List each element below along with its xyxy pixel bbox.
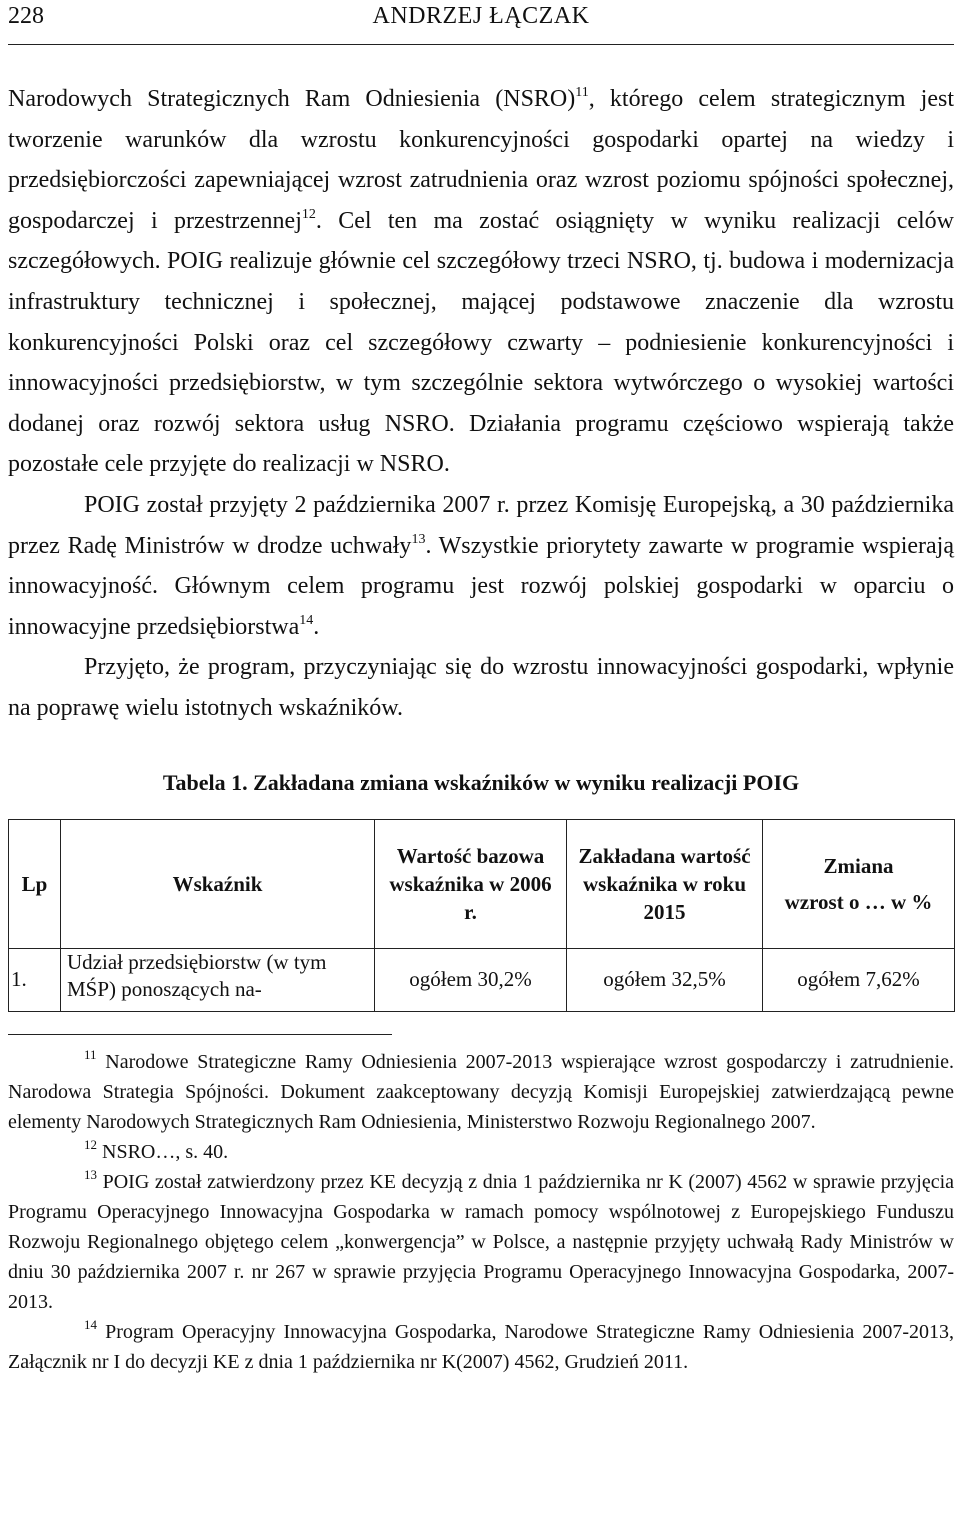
footnote-text: Narodowe Strategiczne Ramy Odniesienia 2007-2013 wspierające wzrost gospodarczy i zatrudnienie. Narodowa Strategia Spójności. Dokument zaakceptowany decyzją Komisji Europejskiej zatwierdzającą pewne elementy Narodowych Strategicznych Ram Odniesienia, Ministerstwo Rozwoju Regionalnego 2007. <box>8 1050 954 1133</box>
paragraph-2 <box>8 485 954 647</box>
footnote-number: 14 <box>84 1316 97 1332</box>
header-change-line2: wzrost o … w % <box>784 889 933 914</box>
table-caption: Tabela 1. Zakładana zmiana wskaźników w wyniku realizacji POIG <box>162 769 800 795</box>
body-text <box>8 79 954 729</box>
footnote-ref-11[interactable]: 11 <box>575 85 589 100</box>
page-number: 228 <box>8 3 44 29</box>
cell-lp: 1. <box>9 948 61 1011</box>
header-target-value-text: Zakładana wartość wskaźnika w roku 2015 <box>578 843 751 924</box>
running-head: ANDRZEJ ŁĄCZAK <box>372 3 590 29</box>
header-base-value-text: Wartość bazowa wskaźnika w 2006 r. <box>389 843 552 924</box>
paragraph-1-part-a: Narodowych Strategicznych Ram Odniesienia (NSRO) <box>8 86 576 112</box>
paragraph-1-part-c: . Cel ten ma zostać osiągnięty w wyniku realizacji celów szczegółowych. POIG realizuje głównie cel szczegółowy trzeci NSRO, tj. budowa i modernizacja infrastruktury technicznej i społecznej, mającej podstawowe znaczenie dla wzrostu konkurencyjności Polski oraz cel szczegółowy czwarty – podniesienie konkurencyjności i innowacyjności przedsiębiorstw, w tym szczególnie sektora wytwórczego o wysokiej wartości dodanej oraz rozwój sektora usług NSRO. Działania programu częściowo wspierają także pozostałe cele przyjęte do realizacji w NSRO. <box>8 207 954 478</box>
cell-base-value: ogółem 30,2% <box>375 948 567 1011</box>
footnote-number: 12 <box>84 1136 97 1152</box>
table-row <box>9 948 955 1011</box>
header-target-value <box>567 819 763 948</box>
paragraph-2-part-c: . <box>313 613 320 640</box>
document-page <box>8 0 954 1377</box>
footnote-number: 13 <box>84 1166 97 1182</box>
cell-indicator: Udział przedsiębiorstw (w tym MŚP) ponoszących na- <box>61 948 375 1011</box>
footnote-number: 11 <box>84 1046 97 1062</box>
table-header-row <box>9 819 955 948</box>
header-indicator: Wskaźnik <box>61 819 375 948</box>
footnote-text: NSRO…, s. 40. <box>102 1140 229 1163</box>
footnote-text: POIG został zatwierdzony przez KE decyzją z dnia 1 października nr K (2007) 4562 w sprawie przyjęcia Programu Operacyjnego Innowacyjna Gospodarka w ramach pomocy wspólnotowej z Europejskiego Funduszu Rozwoju Regionalnego objętego celem „konwergencja” w Polsce, a następnie przyjęty uchwałą Rady Ministrów w dniu 30 października 2007 r. nr 267 w sprawie przyjęcia Programu Operacyjnego Innowacyjna Gospodarka, 2007-2013. <box>8 1170 955 1313</box>
footnote-separator <box>8 1034 392 1035</box>
page-header <box>8 0 954 45</box>
cell-change: ogółem 7,62% <box>763 948 955 1011</box>
footnote-11 <box>8 1047 954 1137</box>
footnote-12 <box>8 1137 954 1167</box>
footnote-13 <box>8 1167 954 1317</box>
paragraph-1 <box>8 79 954 485</box>
footnote-ref-14[interactable]: 14 <box>299 612 314 628</box>
header-change-line1: Zmiana <box>823 853 894 878</box>
footnote-14 <box>8 1317 954 1377</box>
paragraph-2-part-a: POIG został przyjęty 2 października 2007 r. przez Komisję Europejską, a 30 października przez Radę Ministrów w drodze uchwały <box>8 491 954 559</box>
footnotes <box>8 1047 954 1377</box>
paragraph-3: Przyjęto, że program, przyczyniając się do wzrostu innowacyjności gospodarki, wpłynie na poprawę wielu istotnych wskaźników. <box>8 654 954 721</box>
paragraph-1-part-b: , którego celem strategicznym jest tworzenie warunków dla wzrostu konkurencyjności gospodarki opartej na wiedzy i przedsiębiorczości zapewniającej wzrost zatrudnienia oraz wzrost poziomu spójności społecznej, gospodarczej i przestrzennej <box>8 86 954 234</box>
footnote-text: Program Operacyjny Innowacyjna Gospodarka, Narodowe Strategiczne Ramy Odniesienia 2007-2013, Załącznik nr I do decyzji KE z dnia 1 października nr K(2007) 4562, Grudzień 2011. <box>8 1320 955 1373</box>
header-base-value <box>375 819 567 948</box>
paragraph-2-part-b: . Wszystkie priorytety zawarte w programie wspierają innowacyjność. Głównym celem programu jest rozwój polskiej gospodarki w oparciu o innowacyjne przedsiębiorstwa <box>8 532 955 640</box>
footnote-ref-13[interactable]: 13 <box>411 531 426 547</box>
cell-target-value: ogółem 32,5% <box>567 948 763 1011</box>
indicators-table <box>8 819 955 1012</box>
header-change <box>763 819 955 948</box>
header-lp: Lp <box>9 819 61 948</box>
footnote-ref-12[interactable]: 12 <box>301 206 316 222</box>
